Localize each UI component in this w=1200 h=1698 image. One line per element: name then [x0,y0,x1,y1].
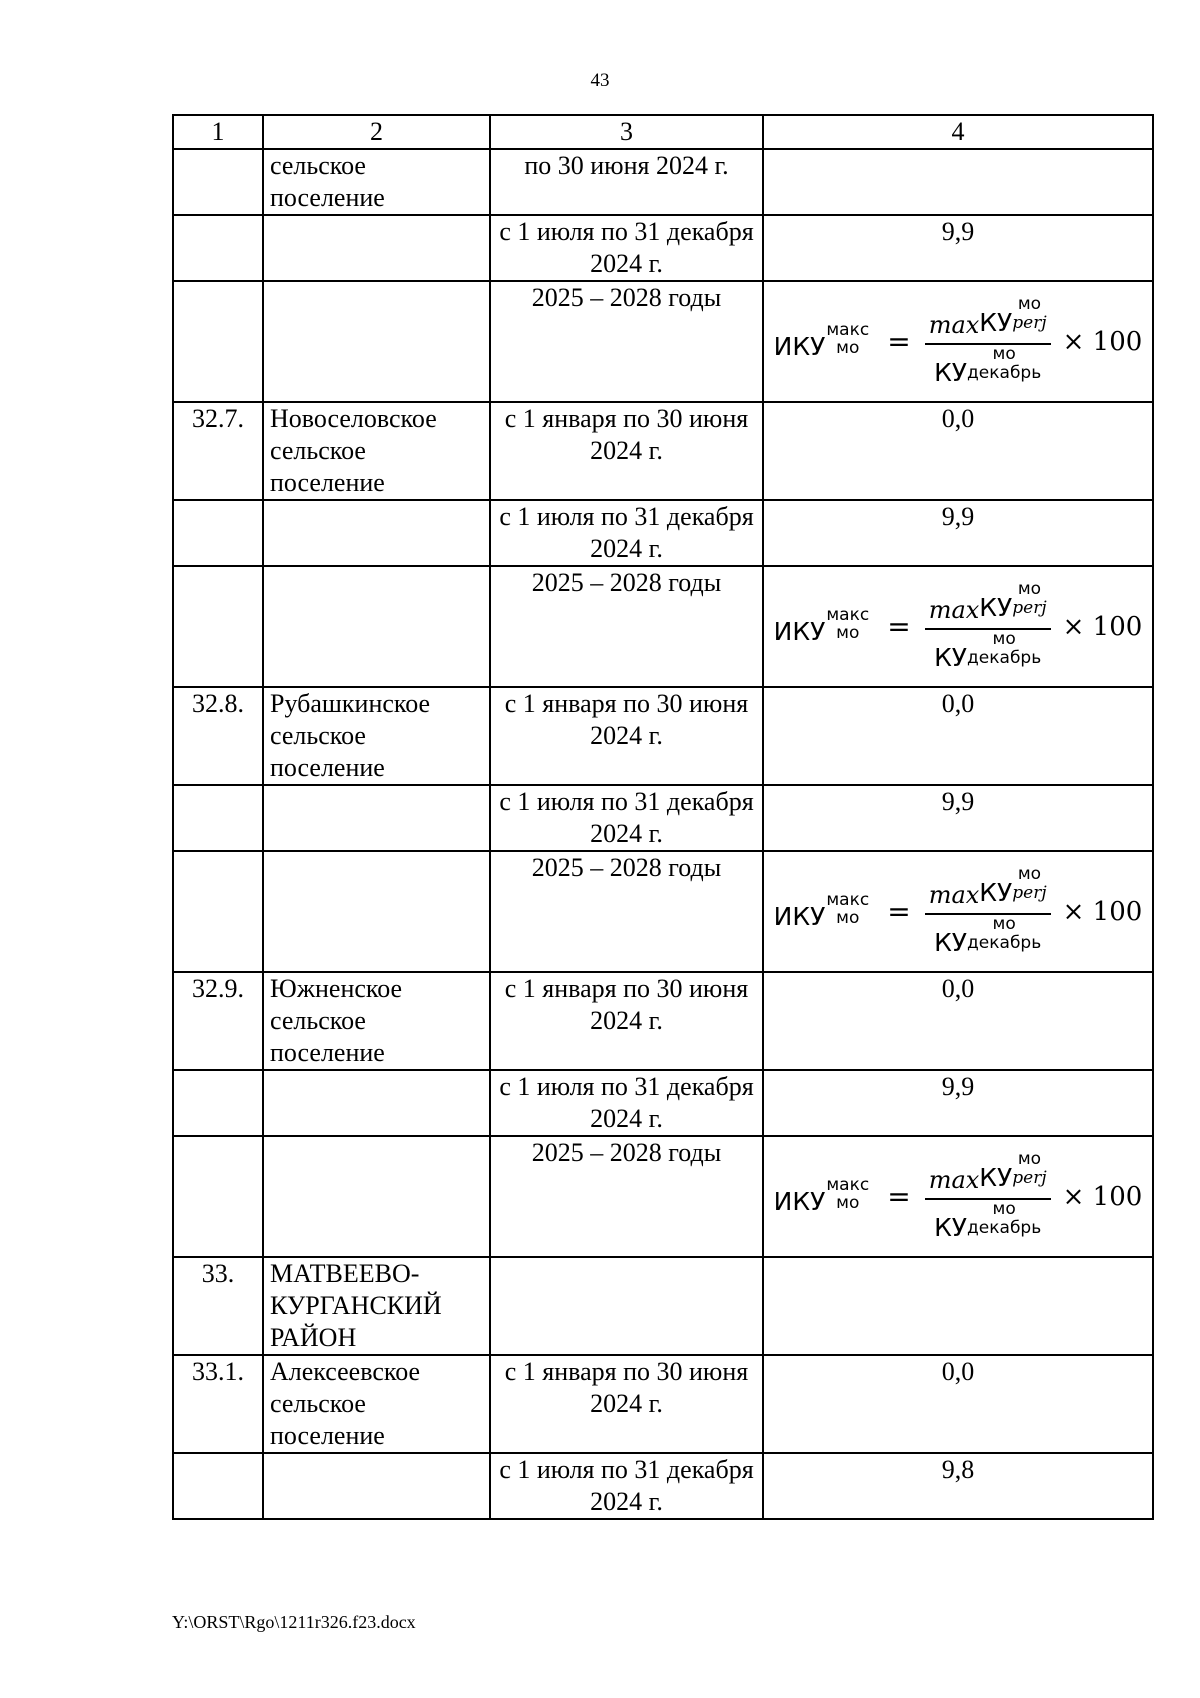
table-row [173,785,1153,851]
formula-fraction [925,580,1051,674]
formula-lhs-base: ИКУ [773,331,826,361]
formula-num-ku: КУ [979,592,1013,622]
formula-lhs-base: ИКУ [773,616,826,646]
formula-den-ku: КУ [934,642,968,672]
table-row [173,566,1153,687]
settlement-name: сельское поселение [263,149,490,215]
formula-num-sub: perj [1012,597,1047,618]
table-row [173,972,1153,1070]
page-number: 43 [590,70,610,91]
formula-den-sub: декабрь [967,647,1042,668]
formula-num-sup: мо [1017,863,1042,884]
row-number: 33. [173,1257,263,1355]
formula-lhs [774,321,870,363]
formula-cell [763,566,1153,687]
period: 2025 – 2028 годы [490,281,763,402]
column-header: 1 [173,115,263,149]
formula-times-100: × 100 [1062,896,1143,927]
formula-lhs-sup: макс [826,1174,870,1195]
formula-numerator [925,295,1051,345]
formula-num-sub: perj [1012,1167,1047,1188]
index-value: 9,8 [763,1453,1153,1519]
row-number [173,785,263,851]
period: 2025 – 2028 годы [490,566,763,687]
formula-lhs-sup: макс [826,889,870,910]
formula-numerator [925,580,1051,630]
settlement-name [263,1136,490,1257]
period: с 1 июля по 31 декабря 2024 г. [490,500,763,566]
formula-den-sup: мо [992,1198,1016,1219]
table-row [173,851,1153,972]
column-header: 4 [763,115,1153,149]
formula-lhs [774,891,870,933]
formula-max: max [928,310,980,339]
formula-lhs-sub: мо [836,1192,860,1213]
formula-num-ku: КУ [979,1162,1013,1192]
settlement-name [263,1453,490,1519]
row-number [173,851,263,972]
row-number [173,1070,263,1136]
formula [770,282,1146,401]
table-row [173,215,1153,281]
formula-max: max [928,1165,980,1194]
tariff-table [172,114,1154,1520]
formula-num-ku: КУ [979,877,1013,907]
row-number [173,149,263,215]
period: с 1 июля по 31 декабря 2024 г. [490,785,763,851]
formula-den-ku: КУ [934,927,968,957]
formula-lhs [774,1176,870,1218]
formula-den-sup: мо [992,343,1016,364]
period: 2025 – 2028 годы [490,1136,763,1257]
period: с 1 января по 30 июня 2024 г. [490,402,763,500]
index-value: 9,9 [763,215,1153,281]
row-number: 32.7. [173,402,263,500]
formula-den-ku: КУ [934,357,968,387]
settlement-name [263,500,490,566]
formula [770,1137,1146,1256]
settlement-name [263,281,490,402]
table-row [173,1070,1153,1136]
period: с 1 января по 30 июня 2024 г. [490,972,763,1070]
settlement-name [263,851,490,972]
formula [770,567,1146,686]
formula-den-sub: декабрь [967,362,1042,383]
period: с 1 июля по 31 декабря 2024 г. [490,215,763,281]
index-value: 0,0 [763,1355,1153,1453]
settlement-name: Южненское сельское поселение [263,972,490,1070]
settlement-name: Алексеевское сельское поселение [263,1355,490,1453]
table-row [173,1355,1153,1453]
district-name: МАТВЕЕВО-КУРГАНСКИЙ РАЙОН [263,1257,490,1355]
formula-lhs [774,606,870,648]
formula-times-100: × 100 [1062,1181,1143,1212]
row-number: 32.8. [173,687,263,785]
table-row [173,402,1153,500]
settlement-name: Новоселовское сельское поселение [263,402,490,500]
formula-lhs-base: ИКУ [773,1186,826,1216]
row-number [173,215,263,281]
formula-cell [763,851,1153,972]
formula-fraction [925,865,1051,959]
formula-den-sup: мо [992,628,1016,649]
table-row [173,1257,1153,1355]
row-number [173,1136,263,1257]
formula-num-ku: КУ [979,307,1013,337]
formula-lhs-sub: мо [836,907,860,928]
formula-lhs-sup: макс [826,319,870,340]
formula-den-ku: КУ [934,1212,968,1242]
formula-num-sup: мо [1017,578,1042,599]
column-header: 3 [490,115,763,149]
formula-denominator [930,345,1045,389]
row-number: 32.9. [173,972,263,1070]
formula-lhs-sub: мо [836,337,860,358]
formula-equals: = [887,894,911,928]
formula-cell [763,1136,1153,1257]
formula-times-100: × 100 [1062,611,1143,642]
period: 2025 – 2028 годы [490,851,763,972]
formula-fraction [925,295,1051,389]
period: с 1 января по 30 июня 2024 г. [490,687,763,785]
row-number [173,500,263,566]
table-row [173,1453,1153,1519]
table-row [173,687,1153,785]
formula-lhs-base: ИКУ [773,901,826,931]
index-value [763,149,1153,215]
index-value: 0,0 [763,972,1153,1070]
formula-denominator [930,915,1045,959]
period: с 1 июля по 31 декабря 2024 г. [490,1453,763,1519]
index-value: 0,0 [763,402,1153,500]
formula-num-sup: мо [1017,1148,1042,1169]
table-row [173,281,1153,402]
formula-lhs-sub: мо [836,622,860,643]
table-header-row [173,115,1153,149]
formula-equals: = [887,1179,911,1213]
row-number [173,281,263,402]
formula-num-sup: мо [1017,293,1042,314]
formula-equals: = [887,609,911,643]
formula-lhs-sup: макс [826,604,870,625]
settlement-name: Рубашкинское сельское поселение [263,687,490,785]
formula-equals: = [887,324,911,358]
formula-denominator [930,630,1045,674]
settlement-name [263,215,490,281]
formula-num-sub: perj [1012,312,1047,333]
settlement-name [263,1070,490,1136]
index-value: 9,9 [763,785,1153,851]
index-value [763,1257,1153,1355]
table-row [173,149,1153,215]
table-row [173,1136,1153,1257]
index-value: 9,9 [763,500,1153,566]
formula-numerator [925,1150,1051,1200]
file-path-footer: Y:\ORST\Rgo\1211r326.f23.docx [172,1612,416,1632]
formula-den-sub: декабрь [967,932,1042,953]
formula-den-sup: мо [992,913,1016,934]
table-row [173,500,1153,566]
row-number [173,1453,263,1519]
period: по 30 июня 2024 г. [490,149,763,215]
formula-numerator [925,865,1051,915]
index-value: 0,0 [763,687,1153,785]
period: с 1 июля по 31 декабря 2024 г. [490,1070,763,1136]
formula [770,852,1146,971]
formula-den-sub: декабрь [967,1217,1042,1238]
formula-fraction [925,1150,1051,1244]
settlement-name [263,566,490,687]
formula-max: max [928,595,980,624]
column-header: 2 [263,115,490,149]
formula-cell [763,281,1153,402]
period [490,1257,763,1355]
formula-max: max [928,880,980,909]
formula-denominator [930,1200,1045,1244]
settlement-name [263,785,490,851]
row-number [173,566,263,687]
period: с 1 января по 30 июня 2024 г. [490,1355,763,1453]
formula-times-100: × 100 [1062,326,1143,357]
formula-num-sub: perj [1012,882,1047,903]
index-value: 9,9 [763,1070,1153,1136]
row-number: 33.1. [173,1355,263,1453]
